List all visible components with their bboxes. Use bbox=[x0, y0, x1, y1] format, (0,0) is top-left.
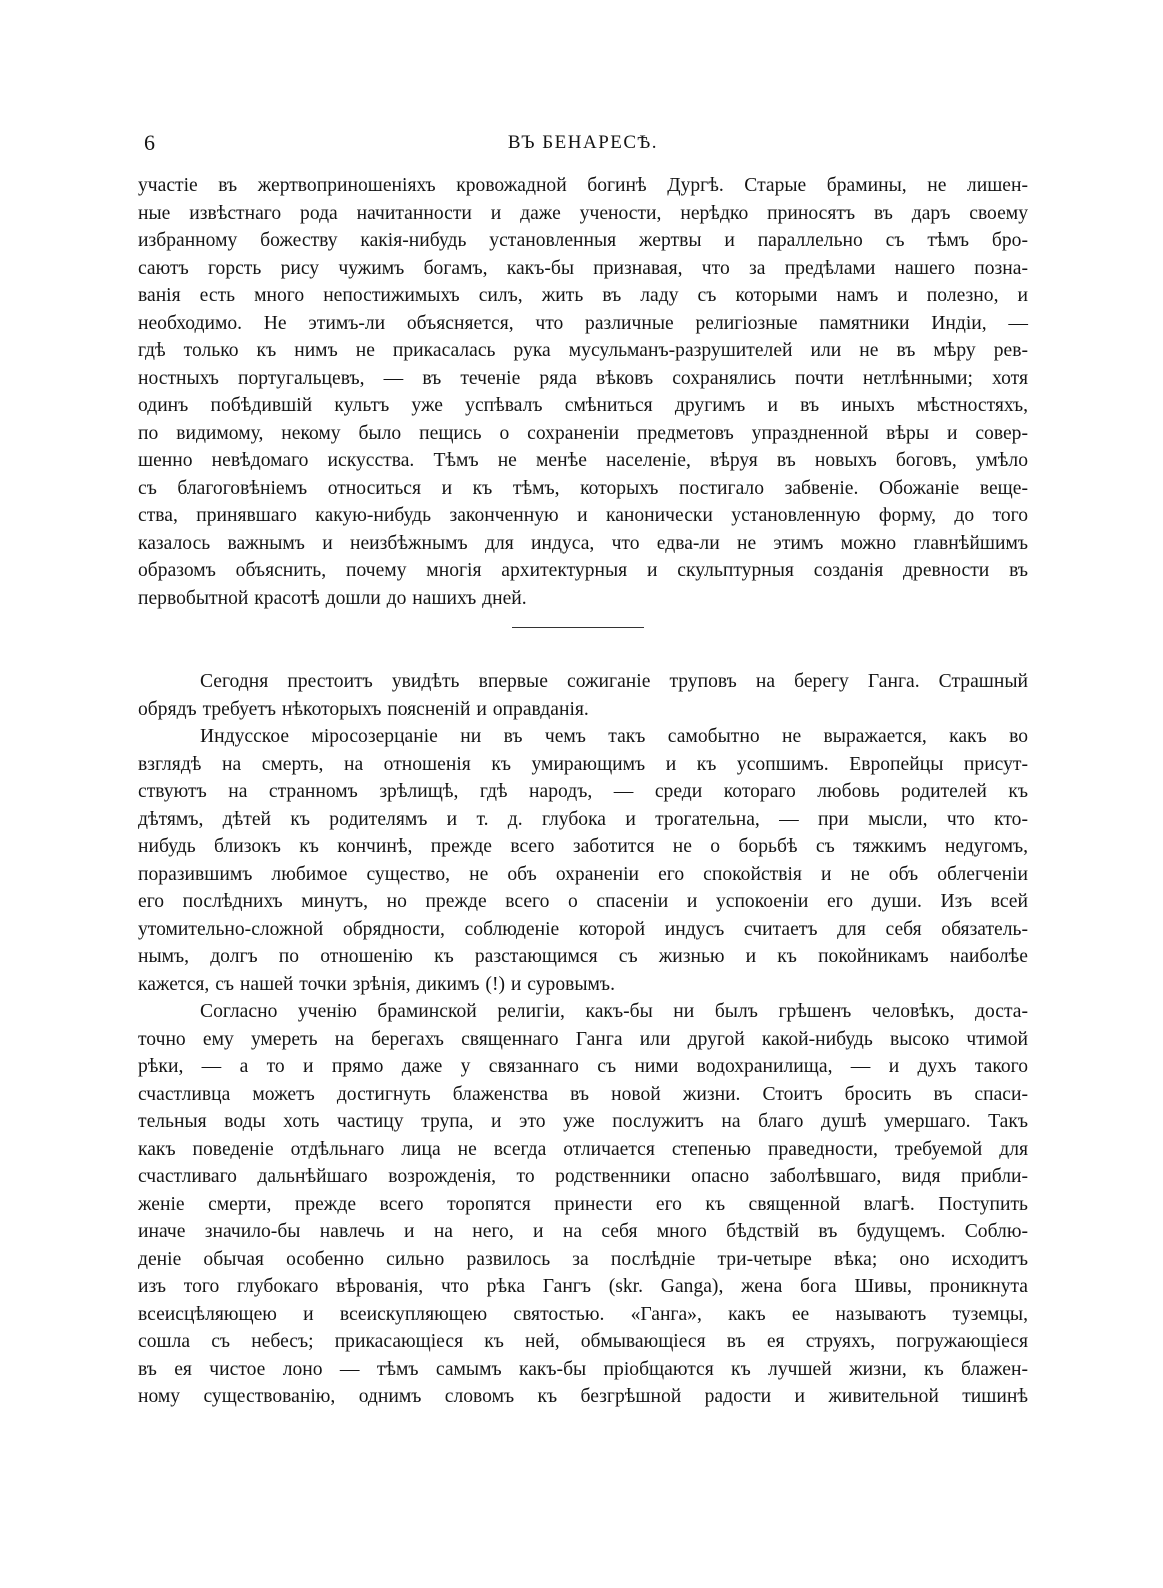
running-title: ВЪ БЕНАРЕСѢ. bbox=[507, 132, 659, 153]
text-line: первобытной красотѣ дошли до нашихъ дней. bbox=[138, 587, 527, 609]
text-line: женіе смерти, прежде всего торопятся принести его къ священной влагѣ. Поступить bbox=[138, 1193, 1028, 1215]
text-line: одинъ побѣдившій культъ уже успѣвалъ смѣниться другимъ и въ иныхъ мѣстностяхъ, bbox=[138, 395, 1028, 416]
text-line: ванія есть много непостижимыхъ силъ, жить въ ладу съ которыми намъ и полезно, и bbox=[138, 285, 1028, 306]
text-line: необходимо. Не этимъ-ли объясняется, что различные религіозные памятники Индіи, — bbox=[138, 312, 1028, 334]
text-line: участіе въ жертвоприношеніяхъ кровожадной богинѣ Дургѣ. Старые брамины, не лишен- bbox=[138, 175, 1028, 196]
text-line: въ ея чистое лоно — тѣмъ самымъ какъ-бы пріобщаются къ лучшей жизни, къ блажен- bbox=[138, 1358, 1028, 1380]
text-line: гдѣ только къ нимъ не прикасалась рука мусульманъ-разрушителей или не въ мѣру рев- bbox=[138, 340, 1028, 361]
text-line: иначе значило-бы навлечь и на него, и на себя много бѣдствій въ будущемъ. Соблю- bbox=[138, 1221, 1028, 1242]
text-line: ному существованію, однимъ словомъ къ безгрѣшной радости и живительной тишинѣ bbox=[138, 1386, 1028, 1407]
text-line: всеисцѣляющею и всеискупляющею святостью. «Ганга», какъ ее называютъ туземцы, bbox=[138, 1303, 1028, 1325]
text-line: ства, принявшаго какую-нибудь законченную и канонически установленную форму, до того bbox=[138, 505, 1028, 526]
text-line: кажется, съ нашей точки зрѣнія, дикимъ (!) и суровымъ. bbox=[138, 973, 615, 995]
text-line: дѣтямъ, дѣтей къ родителямъ и т. д. глубока и трогательна, — при мысли, что кто- bbox=[138, 808, 1028, 830]
text-line: счастливца можетъ достигнуть блаженства въ новой жизни. Стоитъ бросить въ спаси- bbox=[138, 1083, 1028, 1105]
text-line: обрядъ требуетъ нѣкоторыхъ поясненій и оправданія. bbox=[138, 698, 589, 720]
text-line: образомъ объяснить, почему многія архитектурныя и скульптурныя созданія древности въ bbox=[138, 560, 1028, 581]
text-line: утомительно-сложной обрядности, соблюденіе которой индусъ считаетъ для себя обязатель- bbox=[138, 918, 1028, 940]
paragraph-continued bbox=[138, 172, 1028, 612]
section-divider bbox=[512, 627, 644, 628]
section-1-text bbox=[138, 172, 1028, 612]
text-line: изъ того глубокаго вѣрованія, что рѣка Гангъ (skr. Ganga), жена бога Шивы, проникнута bbox=[138, 1276, 1028, 1297]
text-line: избранному божеству какія-нибудь установленныя жертвы и параллельно съ тѣмъ бро- bbox=[138, 230, 1028, 251]
text-line: поразившимъ любимое существо, не объ охраненіи его спокойствія и не объ облегченіи bbox=[138, 863, 1028, 885]
page-header bbox=[138, 130, 1028, 158]
text-line: Сегодня престоитъ увидѣть впервые сожиганіе труповъ на берегу Ганга. Страшный bbox=[200, 671, 1028, 692]
text-line: ные извѣстнаго рода начитанности и даже учености, нерѣдко приносятъ въ даръ своему bbox=[138, 202, 1028, 224]
text-line: казалось важнымъ и неизбѣжнымъ для индуса, что едва-ли не этимъ можно главнѣйшимъ bbox=[138, 532, 1028, 554]
text-line: сошла съ небесъ; прикасающіеся къ ней, обмывающіеся въ ея струяхъ, погружающіеся bbox=[138, 1331, 1028, 1352]
text-line: саютъ горсть рису чужимъ богамъ, какъ-бы признавая, что за предѣлами нашего позна- bbox=[138, 257, 1028, 279]
text-line: нымъ, долгъ по отношенію къ разстающимся съ жизнью и къ покойникамъ наиболѣе bbox=[138, 946, 1028, 967]
paragraph-3 bbox=[138, 998, 1028, 1411]
section-2-text bbox=[138, 668, 1028, 1411]
paragraph-1 bbox=[138, 668, 1028, 723]
text-line: рѣки, — а то и прямо даже у связаннаго съ ними водохранилища, — и духъ такого bbox=[138, 1056, 1028, 1077]
text-line: его послѣднихъ минутъ, но прежде всего о спасеніи и успокоеніи его души. Изъ всей bbox=[138, 891, 1028, 912]
text-line: какъ поведеніе отдѣльнаго лица не всегда отличается степенью праведности, требуемой для bbox=[138, 1138, 1028, 1160]
text-line: Согласно ученію браминской религіи, какъ-бы ни былъ грѣшенъ человѣкъ, доста- bbox=[200, 1001, 1028, 1022]
page-number: 6 bbox=[144, 130, 155, 155]
text-line: ностныхъ португальцевъ, — въ теченіе ряда вѣковъ сохранялись почти нетлѣнными; хотя bbox=[138, 367, 1028, 389]
text-line: взглядѣ на смерть, на отношенія къ умирающимъ и къ усопшимъ. Европейцы присут- bbox=[138, 753, 1028, 775]
text-line: по видимому, некому было пещись о сохраненіи предметовъ упраздненной вѣры и совер- bbox=[138, 422, 1028, 444]
text-line: шенно невѣдомаго искусства. Тѣмъ не менѣе населеніе, вѣруя въ новыхъ боговъ, умѣло bbox=[138, 450, 1028, 471]
text-line: счастливаго дальнѣйшаго возрожденія, то родственники опасно заболѣвшаго, видя прибли- bbox=[138, 1166, 1028, 1187]
text-line: Индусское міросозерцаніе ни въ чемъ такъ самобытно не выражается, какъ во bbox=[200, 726, 1028, 747]
text-line: тельныя воды хоть частицу трупа, и это уже послужитъ на благо душѣ умершаго. Такъ bbox=[138, 1111, 1028, 1132]
text-line: ствуютъ на странномъ зрѣлищѣ, гдѣ народъ, — среди котораго любовь родителей къ bbox=[138, 781, 1028, 802]
text-line: нибудь близокъ къ кончинѣ, прежде всего заботится не о борьбѣ съ тяжкимъ недугомъ, bbox=[138, 836, 1028, 857]
text-line: деніе обычая особенно сильно развилось за послѣдніе три-четыре вѣка; оно исходитъ bbox=[138, 1248, 1028, 1270]
paragraph-2 bbox=[138, 723, 1028, 998]
text-line: точно ему умереть на берегахъ священнаго Ганга или другой какой-нибудь высоко чтимой bbox=[138, 1028, 1028, 1050]
text-line: съ благоговѣніемъ относиться и къ тѣмъ, которыхъ постигало забвеніе. Обожаніе веще- bbox=[138, 477, 1028, 499]
